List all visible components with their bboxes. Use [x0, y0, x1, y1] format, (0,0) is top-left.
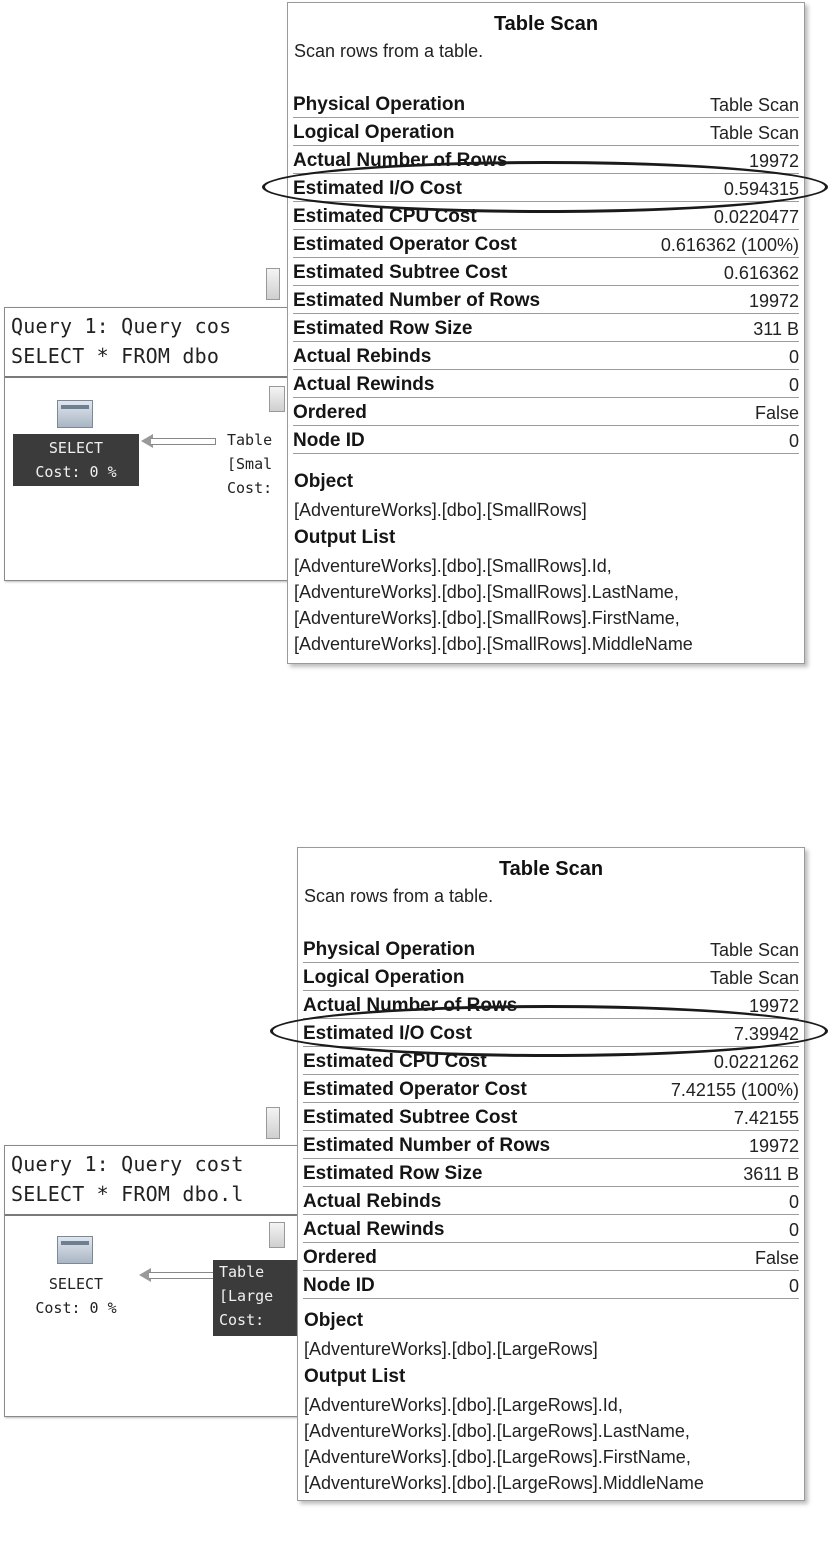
query-plan-header: [5, 308, 305, 378]
select-operator-node[interactable]: [13, 1270, 139, 1322]
property-value: 0: [788, 347, 799, 367]
property-label: Logical Operation: [303, 967, 465, 988]
property-label: Node ID: [293, 430, 365, 451]
property-row: [293, 343, 799, 370]
property-label: Physical Operation: [293, 94, 466, 115]
object-value: [AdventureWorks].[dbo].[SmallRows]: [294, 500, 587, 520]
property-row: [293, 287, 799, 314]
output-column: [AdventureWorks].[dbo].[LargeRows].FirstName,: [304, 1447, 691, 1467]
output-list-heading: Output List: [294, 527, 396, 548]
property-row: [303, 1104, 799, 1131]
property-value: 0.616362: [723, 263, 799, 283]
property-label: Actual Rebinds: [293, 346, 432, 367]
property-label: Actual Rewinds: [293, 374, 435, 395]
operator-stub-icon: [266, 268, 280, 300]
property-label: Estimated Subtree Cost: [293, 262, 508, 283]
property-label: Estimated Operator Cost: [303, 1079, 527, 1100]
property-row: [303, 1020, 799, 1047]
table-scan-node-text[interactable]: [227, 428, 291, 502]
select-operator-icon[interactable]: [57, 1236, 93, 1264]
tooltip-properties: [303, 936, 799, 1300]
property-row: [303, 1132, 799, 1159]
property-label: Estimated CPU Cost: [303, 1051, 487, 1072]
property-value: Table Scan: [709, 968, 799, 988]
property-value: 7.39942: [733, 1024, 799, 1044]
property-value: 7.42155 (100%): [670, 1080, 799, 1100]
property-value: 311 B: [753, 319, 799, 339]
output-list: [304, 1392, 704, 1496]
property-row: [293, 119, 799, 146]
property-value: Table Scan: [709, 940, 799, 960]
property-row: [293, 371, 799, 398]
property-value: 3611 B: [743, 1164, 799, 1184]
property-label: Estimated I/O Cost: [293, 178, 462, 199]
property-label: Actual Number of Rows: [293, 150, 508, 171]
property-value: 0: [788, 1220, 799, 1240]
tooltip-title: Table Scan: [493, 13, 599, 35]
table-scan-line-1: Table: [219, 1263, 265, 1281]
output-column: [AdventureWorks].[dbo].[LargeRows].LastName,: [304, 1421, 690, 1441]
property-value: 19972: [748, 996, 799, 1016]
property-row: [303, 1160, 799, 1187]
select-operator-label: SELECT: [48, 1275, 104, 1293]
plan-arrow: [149, 1272, 214, 1279]
operator-stub-icon: [266, 1107, 280, 1139]
table-scan-line-2: [Large: [219, 1287, 274, 1305]
property-label: Physical Operation: [303, 939, 476, 960]
property-row: [293, 231, 799, 258]
select-operator-label: SELECT: [48, 439, 104, 457]
property-row: [293, 147, 799, 174]
output-list-heading: Output List: [304, 1366, 406, 1387]
property-label: Estimated Number of Rows: [303, 1135, 551, 1156]
execution-plan-panel-small-rows: [0, 0, 828, 700]
select-operator-node[interactable]: [13, 434, 139, 486]
query-plan-header: [5, 1146, 305, 1216]
property-value: Table Scan: [709, 123, 799, 143]
property-row: [293, 175, 799, 202]
property-label: Actual Rebinds: [303, 1191, 442, 1212]
property-label: Estimated Row Size: [303, 1163, 483, 1184]
property-row: [303, 936, 799, 963]
table-scan-tooltip: [287, 2, 805, 664]
property-row: [303, 1244, 799, 1271]
property-value: False: [754, 403, 799, 423]
property-value: Table Scan: [709, 95, 799, 115]
table-scan-operator-icon[interactable]: [269, 386, 285, 412]
table-scan-line-3: Cost:: [227, 479, 273, 497]
query-plan-window: [4, 1145, 306, 1417]
property-label: Estimated Row Size: [293, 318, 473, 339]
property-row: [293, 315, 799, 342]
property-row: [303, 992, 799, 1019]
query-cost-line: Query 1: Query cost: [11, 1152, 244, 1176]
table-scan-line-1: Table: [227, 431, 273, 449]
property-value: False: [754, 1248, 799, 1268]
query-cost-line: Query 1: Query cos: [11, 314, 232, 338]
execution-plan-panel-large-rows: [0, 845, 828, 1545]
object-heading: Object: [294, 471, 354, 492]
property-row: [303, 1216, 799, 1243]
output-column: [AdventureWorks].[dbo].[SmallRows].LastName,: [294, 582, 679, 602]
output-column: [AdventureWorks].[dbo].[LargeRows].MiddleName: [304, 1473, 704, 1493]
output-list: [294, 553, 693, 657]
property-row: [293, 203, 799, 230]
tooltip-description: Scan rows from a table.: [304, 886, 494, 906]
output-column: [AdventureWorks].[dbo].[SmallRows].MiddleName: [294, 634, 693, 654]
property-row: [293, 427, 799, 454]
tooltip-properties: [293, 91, 799, 455]
property-row: [293, 259, 799, 286]
property-label: Node ID: [303, 1275, 375, 1296]
object-heading: Object: [304, 1310, 364, 1331]
tooltip-title: Table Scan: [498, 858, 604, 880]
property-value: 19972: [748, 151, 799, 171]
output-column: [AdventureWorks].[dbo].[SmallRows].Id,: [294, 556, 612, 576]
property-value: 7.42155: [733, 1108, 799, 1128]
property-row: [303, 1076, 799, 1103]
property-value: 0.0221262: [713, 1052, 799, 1072]
property-row: [303, 1188, 799, 1215]
table-scan-operator-icon[interactable]: [269, 1222, 285, 1248]
property-value: 19972: [748, 291, 799, 311]
property-label: Actual Number of Rows: [303, 995, 518, 1016]
property-label: Actual Rewinds: [303, 1219, 445, 1240]
property-value: 0: [788, 375, 799, 395]
property-label: Estimated Number of Rows: [293, 290, 541, 311]
property-value: 0.0220477: [713, 207, 799, 227]
select-operator-icon[interactable]: [57, 400, 93, 428]
table-scan-line-2: [Smal: [227, 455, 273, 473]
property-label: Estimated Operator Cost: [293, 234, 517, 255]
object-value: [AdventureWorks].[dbo].[LargeRows]: [304, 1339, 598, 1359]
query-plan-window: [4, 307, 306, 581]
query-sql-line: SELECT * FROM dbo: [11, 344, 220, 368]
property-value: 19972: [748, 1136, 799, 1156]
property-value: 0.616362 (100%): [660, 235, 799, 255]
plan-arrow: [151, 438, 216, 445]
select-operator-cost: Cost: 0 %: [35, 1299, 117, 1317]
property-row: [303, 964, 799, 991]
query-sql-line: SELECT * FROM dbo.l: [11, 1182, 244, 1206]
property-label: Ordered: [293, 402, 367, 423]
property-row: [303, 1048, 799, 1075]
output-column: [AdventureWorks].[dbo].[LargeRows].Id,: [304, 1395, 623, 1415]
property-value: 0: [788, 1276, 799, 1296]
property-label: Ordered: [303, 1247, 377, 1268]
property-value: 0: [788, 1192, 799, 1212]
property-label: Estimated I/O Cost: [303, 1023, 472, 1044]
property-row: [293, 91, 799, 118]
output-column: [AdventureWorks].[dbo].[SmallRows].FirstName,: [294, 608, 680, 628]
select-operator-cost: Cost: 0 %: [35, 463, 117, 481]
table-scan-line-3: Cost:: [219, 1311, 265, 1329]
property-row: [293, 399, 799, 426]
property-value: 0: [788, 431, 799, 451]
property-value: 0.594315: [723, 179, 799, 199]
tooltip-description: Scan rows from a table.: [294, 41, 484, 61]
property-label: Estimated CPU Cost: [293, 206, 477, 227]
property-label: Estimated Subtree Cost: [303, 1107, 518, 1128]
property-label: Logical Operation: [293, 122, 455, 143]
table-scan-node-text[interactable]: [213, 1260, 299, 1336]
table-scan-tooltip: [297, 847, 805, 1501]
property-row: [303, 1272, 799, 1299]
